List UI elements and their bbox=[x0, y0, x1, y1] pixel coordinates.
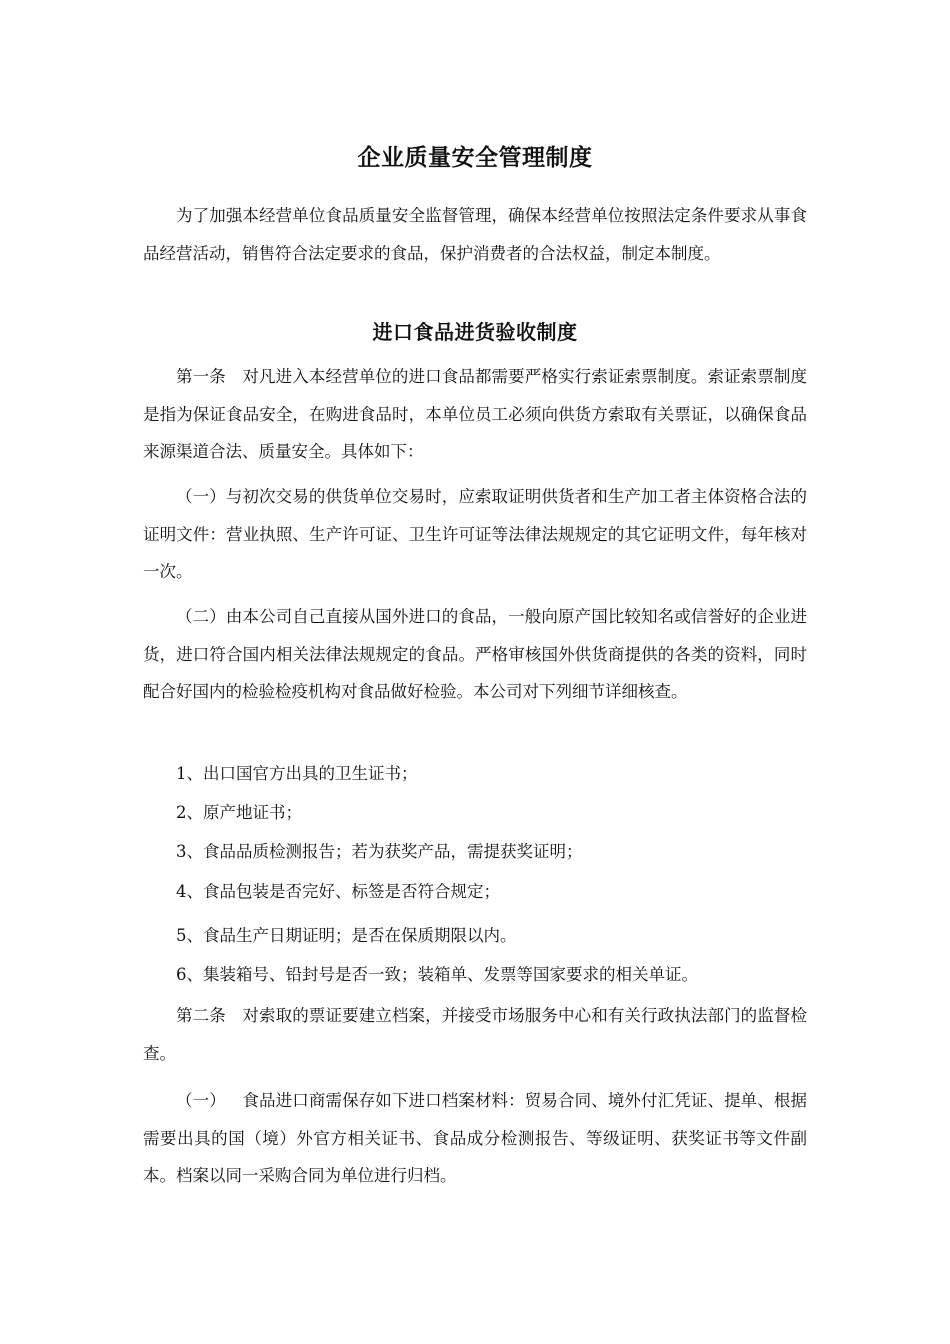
item-3-label: （一） bbox=[176, 1091, 226, 1110]
list-item: 2、原产地证书； bbox=[176, 803, 302, 822]
intro-paragraph bbox=[143, 197, 807, 272]
list-item: 1、出口国官方出具的卫生证书； bbox=[176, 764, 418, 783]
intro-text: 为了加强本经营单位食品质量安全监督管理，确保本经营单位按照法定条件要求从事食品经营活动，销售符合法定要求的食品，保护消费者的合法权益，制定本制度。 bbox=[143, 206, 807, 263]
article-1-paragraph bbox=[143, 358, 807, 471]
list-item: 6、集装箱号、铅封号是否一致；装箱单、发票等国家要求的相关单证。 bbox=[176, 965, 698, 984]
item-3-text: 食品进口商需保存如下进口档案材料：贸易合同、境外付汇凭证、提单、根据需要出具的国（境）外官方相关证书、食品成分检测报告、等级证明、获奖证书等文件副本。档案以同一采购合同为单位进行归档。 bbox=[143, 1091, 808, 1185]
item-2-label: （二） bbox=[176, 607, 226, 626]
list-item: 4、食品包装是否完好、标签是否符合规定； bbox=[176, 882, 500, 901]
article-1-label: 第一条 bbox=[176, 367, 226, 386]
item-1-text: 与初次交易的供货单位交易时，应索取证明供货者和生产加工者主体资格合法的证明文件：营业执照、生产许可证、卫生许可证等法律法规规定的其它证明文件，每年核对一次。 bbox=[143, 487, 808, 581]
article-2-paragraph bbox=[143, 997, 807, 1072]
article-1-text: 对凡进入本经营单位的进口食品都需要严格实行索证索票制度。索证索票制度是指为保证食品安全，在购进食品时，本单位员工必须向供货方索取有关票证，以确保食品来源渠道合法、质量安全。具体如下： bbox=[143, 367, 808, 461]
list-item: 3、食品品质检测报告；若为获奖产品，需提获奖证明； bbox=[176, 842, 583, 861]
article-2-text: 对索取的票证要建立档案，并接受市场服务中心和有关行政执法部门的监督检查。 bbox=[143, 1006, 808, 1063]
section-title: 进口食品进货验收制度 bbox=[372, 320, 578, 344]
item-2-text: 由本公司自己直接从国外进口的食品，一般向原产国比较知名或信誉好的企业进货，进口符合国内相关法律法规规定的食品。严格审核国外供货商提供的各类的资料，同时配合好国内的检验检疫机构对食品做好检验。本公司对下列细节详细核查。 bbox=[143, 607, 808, 701]
item-1-label: （一） bbox=[176, 487, 226, 506]
item-3-paragraph bbox=[143, 1082, 807, 1195]
article-2-label: 第二条 bbox=[176, 1006, 226, 1025]
item-2-paragraph bbox=[143, 598, 807, 711]
document-title: 企业质量安全管理制度 bbox=[357, 144, 593, 171]
list-item: 5、食品生产日期证明；是否在保质期限以内。 bbox=[176, 926, 517, 945]
item-1-paragraph bbox=[143, 478, 807, 591]
